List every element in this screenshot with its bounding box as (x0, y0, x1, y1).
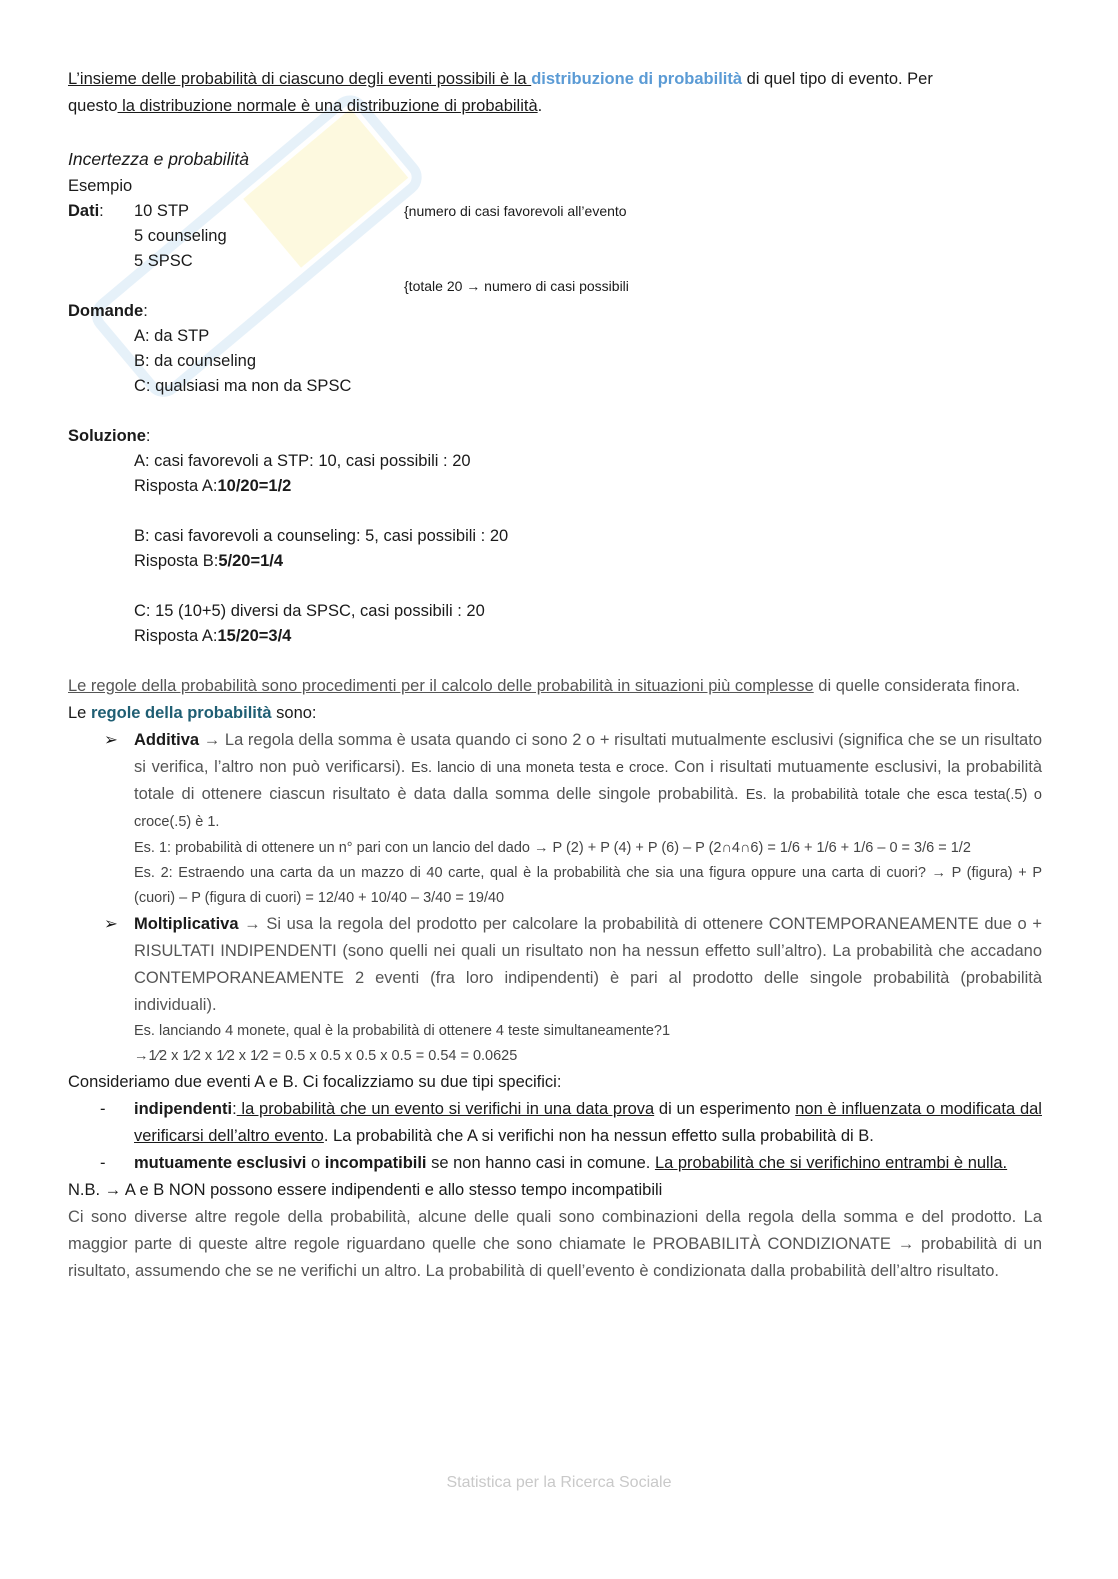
rules-list-intro (68, 700, 1042, 727)
additiva-example-2: Es. 2: Estraendo una carta da un mazzo di 40 carte, qual è la probabilità che sia una figura oppure una carta di cuori? → P (figura) + P (cuori) – P (figura di cuori) = 12/40 + 10/40 – 3/40 = 19/40 (134, 865, 1042, 906)
risposta-c (68, 624, 1042, 649)
additiva-text-2: Con i risultati mutuamente esclusivi, la probabilità totale di ottenere ciascun risultato è data dalla somma delle singole probabilità. (134, 758, 1043, 803)
soluzione-row: Soluzione : (68, 424, 1042, 449)
dati-item: 10 STP (134, 202, 190, 220)
arrow-bullet-icon: ➢ (104, 731, 118, 749)
soluzione-a: A: casi favorevoli a STP: 10, casi possibili : 20 (134, 452, 471, 470)
risposta-value: 5/20=1/4 (218, 552, 284, 570)
text: o (306, 1154, 325, 1172)
term-distribuzione: distribuzione di probabilità (531, 70, 743, 88)
intro-text: di quel tipo di evento. Per (742, 70, 933, 88)
section-title: Incertezza e probabilità (68, 149, 249, 169)
rule-additiva (68, 727, 1042, 911)
dati-row-2 (68, 224, 1042, 249)
additiva-example-inline: Es. lancio di una moneta testa e croce. (411, 760, 669, 776)
soluzione-c: C: 15 (10+5) diversi da SPSC, casi possibili : 20 (134, 602, 485, 620)
text: : (232, 1100, 237, 1118)
domande-row: Domande : (68, 299, 1042, 324)
rules-intro (68, 673, 1042, 700)
intro-text-2: questo (68, 97, 118, 115)
term-incompatibili: incompatibili (324, 1154, 427, 1172)
soluzione-b: B: casi favorevoli a counseling: 5, casi possibili : 20 (134, 527, 509, 545)
domanda-item: C: qualsiasi ma non da SPSC (134, 377, 352, 395)
dati-row-4 (68, 274, 1042, 299)
text: sono: (271, 704, 317, 722)
example-label: Esempio (68, 177, 133, 195)
text: Le (68, 704, 91, 722)
arrow-bullet-icon: ➢ (104, 915, 118, 933)
moltiplicativa-title: Moltiplicativa (134, 915, 239, 933)
dati-item: 5 counseling (134, 227, 227, 245)
domanda-item: A: da STP (134, 327, 210, 345)
risposta-label: Risposta B: (134, 552, 219, 570)
dati-note-totale: {totale 20 → numero di casi possibili (404, 278, 629, 294)
risposta-a (68, 474, 1042, 499)
additiva-title: Additiva (134, 731, 200, 749)
type-esclusivi (68, 1150, 1042, 1177)
dash-bullet-icon: - (100, 1154, 106, 1172)
term-regole: regole della probabilità (90, 704, 272, 722)
term-mutuamente-esclusivi: mutuamente esclusivi (134, 1154, 307, 1172)
dash-bullet-icon: - (100, 1100, 106, 1118)
additiva-example-inline-2: Es. la probabilità totale che esca testa(.5) o croce(.5) è 1. (134, 787, 1042, 830)
page-footer: Statistica per la Ricerca Sociale (446, 1474, 672, 1491)
risposta-label: Risposta A: (134, 477, 218, 495)
esclusivi-underlined: La probabilità che si verifichino entrambi è nulla. (654, 1154, 1008, 1172)
dati-label-text: Dati (68, 202, 100, 220)
text: se non hanno casi in comune. (426, 1154, 655, 1172)
additiva-text: → La regola della somma è usata quando ci sono 2 o + risultati mutualmente esclusivi (significa che se un risultato si verifica, l’altro non può verificarsi). (134, 731, 1042, 776)
rules-intro-rest: di quelle considerata finora. (813, 677, 1021, 695)
moltiplicativa-example-1: Es. lanciando 4 monete, qual è la probabilità di ottenere 4 teste simultaneamente?1 (134, 1023, 671, 1039)
dati-note-favorevoli: {numero di casi favorevoli all’evento (404, 203, 627, 219)
additiva-example-1: Es. 1: probabilità di ottenere un n° pari con un lancio del dado → P (2) + P (4) + P (6) – P (2∩4∩6) = 1/6 + 1/6 + 1/6 – 0 = 3/6 = 1/2 (134, 840, 971, 856)
intro-underlined-2: la distribuzione normale è una distribuzione di probabilità (117, 97, 538, 115)
consideriamo-line: Consideriamo due eventi A e B. Ci focalizziamo su due tipi specifici: (68, 1073, 562, 1091)
rule-moltiplicativa (68, 911, 1042, 1069)
intro-end: . (537, 97, 543, 115)
closing-paragraph: Ci sono diverse altre regole della probabilità, alcune delle quali sono combinazioni della regola della somma e del prodotto. La maggior parte di queste altre regole riguardano quelle che sono chiamate le PROBABILITÀ CONDIZIONATE → probabilità di un risultato, assumendo che se ne verifichi un altro. La probabilità di quell’evento è condizionata dalla probabilità dell’altro risultato. (68, 1208, 1042, 1280)
type-indipendenti (68, 1096, 1042, 1150)
term-indipendenti: indipendenti (134, 1100, 233, 1118)
risposta-label: Risposta A: (134, 627, 218, 645)
intro-paragraph (68, 66, 1042, 120)
nota-bene: N.B. → A e B NON possono essere indipendenti e allo stesso tempo incompatibili (68, 1181, 663, 1199)
intro-underlined: L’insieme delle probabilità di ciascuno degli eventi possibili è la (68, 70, 532, 88)
soluzione-label: Soluzione (68, 427, 146, 445)
dati-row-3 (68, 249, 1042, 274)
indipendenti-underlined-2: non è influenzata o modificata dal verificarsi dell’altro evento (134, 1100, 1042, 1145)
text: di un esperimento (654, 1100, 796, 1118)
risposta-b (68, 549, 1042, 574)
dati-row-1 (68, 199, 1042, 224)
risposta-value: 10/20=1/2 (217, 477, 292, 495)
domande-label: Domande (68, 302, 144, 320)
document-page (68, 66, 1042, 1285)
dati-item: 5 SPSC (134, 252, 193, 270)
rules-intro-underlined: Le regole della probabilità sono procedimenti per il calcolo delle probabilità in situazioni più complesse (68, 677, 814, 695)
domanda-item: B: da counseling (134, 352, 257, 370)
moltiplicativa-text: → Si usa la regola del prodotto per calcolare la probabilità di ottenere CONTEMPORANEAMENTE due o + RISULTATI INDIPENDENTI (sono quelli nei quali un risultato non ha nessun effetto sull’altro). La probabilità che accadano CONTEMPORANEAMENTE 2 eventi (fra loro indipendenti) è pari al prodotto delle singole probabilità (probabilità individuali). (134, 915, 1042, 1014)
risposta-value: 15/20=3/4 (217, 627, 292, 645)
text: . La probabilità che A si verifichi non ha nessun effetto sulla probabilità di B. (323, 1127, 874, 1145)
moltiplicativa-example-2: →1⁄2 x 1⁄2 x 1⁄2 x 1⁄2 = 0.5 x 0.5 x 0.5 x 0.5 = 0.54 = 0.0625 (134, 1048, 518, 1064)
indipendenti-underlined: la probabilità che un evento si verifichi in una data prova (236, 1100, 655, 1118)
dati-label: Dati: (68, 202, 104, 220)
